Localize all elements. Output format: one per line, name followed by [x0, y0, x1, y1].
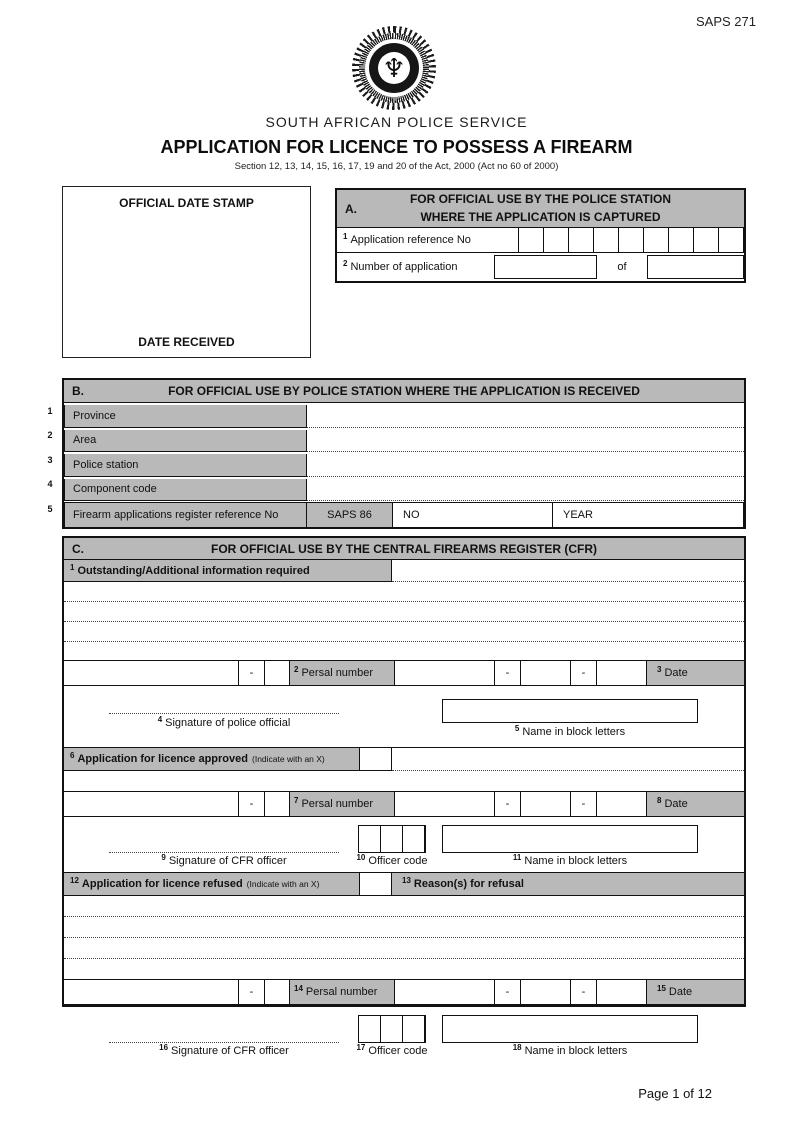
- application-reference-row: [337, 228, 744, 253]
- area-label: Area: [64, 430, 307, 453]
- section-a: [335, 188, 746, 283]
- write-line[interactable]: [64, 602, 744, 622]
- page-subtitle: Section 12, 13, 14, 15, 16, 17, 19 and 20 of the Act, 2000 (Act no 60 of 2000): [234, 161, 559, 172]
- refusal-reason-label: $^{13}$ Reason(s) for refusal: [392, 873, 744, 896]
- component-code-row: [64, 477, 744, 502]
- persal-number-label: $^{14}$ Persal number: [290, 980, 395, 1004]
- register-year-input[interactable]: YEAR: [553, 502, 744, 527]
- persal-number-input: [64, 980, 239, 1004]
- cfr-signature-label: $^{16}$ Signature of CFR officer: [159, 1043, 289, 1057]
- name-block-label: $^{18}$ Name in block letters: [512, 1043, 628, 1057]
- input-cell[interactable]: [359, 1016, 381, 1042]
- licence-refused-row: [64, 872, 744, 896]
- component-code-label: Component code: [64, 479, 307, 502]
- dash-cell: -: [495, 792, 521, 816]
- register-no-input[interactable]: NO: [393, 502, 553, 527]
- section-b: [62, 378, 746, 529]
- input-cell[interactable]: [619, 228, 644, 252]
- input-cell[interactable]: [494, 228, 519, 252]
- date-label: $^{15}$ Date: [647, 980, 744, 1004]
- write-line[interactable]: [64, 938, 744, 959]
- number-of-application-label: $^2$ Number of application: [343, 259, 458, 273]
- date-day-input: [597, 980, 647, 1004]
- application-reference-input: [494, 228, 744, 252]
- province-input[interactable]: [307, 403, 744, 428]
- input-cell[interactable]: [519, 228, 544, 252]
- input-cell[interactable]: [569, 228, 594, 252]
- margin-number: 4: [47, 479, 53, 489]
- application-total-input[interactable]: [647, 255, 744, 279]
- application-number-input[interactable]: [494, 255, 597, 279]
- police-signature-area: [64, 686, 744, 747]
- form-code: SAPS 271: [696, 14, 756, 29]
- margin-number: 3: [47, 455, 53, 465]
- section-c-header: [64, 538, 744, 560]
- saps86-label: SAPS 86: [307, 502, 393, 527]
- persal-number-label: $^2$ Persal number: [290, 661, 395, 685]
- police-signature-label: $^4$ Signature of police official: [157, 715, 291, 729]
- date-label: $^3$ Date: [647, 661, 744, 685]
- officer-code-label: $^{17}$ Officer code: [356, 1043, 428, 1057]
- register-reference-label: Firearm applications register reference No: [64, 502, 307, 527]
- number-of-application-row: [337, 253, 744, 281]
- date-label: $^8$ Date: [647, 792, 744, 816]
- input-cell[interactable]: [381, 1016, 403, 1042]
- of-label: of: [617, 261, 627, 273]
- section-a-letter: A.: [345, 201, 357, 216]
- write-line[interactable]: [64, 582, 744, 602]
- area-row: [64, 428, 744, 453]
- dash-cell: -: [495, 980, 521, 1004]
- dash-cell: -: [571, 980, 597, 1004]
- officer-code-label: $^{10}$ Officer code: [356, 853, 428, 867]
- persal-number-label: $^7$ Persal number: [290, 792, 395, 816]
- police-station-row: [64, 452, 744, 477]
- outstanding-info-input[interactable]: [392, 560, 744, 582]
- section-c: [62, 536, 746, 1057]
- input-cell[interactable]: [719, 228, 744, 252]
- name-block-input[interactable]: [442, 1015, 698, 1043]
- licence-refused-label: $^{12}$ Application for licence refused (Indicate with an X): [64, 873, 360, 896]
- dash-cell: -: [495, 661, 521, 685]
- outstanding-info-label: $^1$ Outstanding/Additional information required: [64, 560, 392, 582]
- input-cell[interactable]: [644, 228, 669, 252]
- date-stamp-label: OFFICIAL DATE STAMP: [119, 196, 254, 210]
- component-code-input[interactable]: [307, 477, 744, 502]
- persal-number-input: [265, 792, 290, 816]
- input-cell[interactable]: [544, 228, 569, 252]
- date-day-input: [597, 792, 647, 816]
- margin-number: 1: [47, 406, 53, 416]
- official-date-stamp-box[interactable]: [62, 186, 311, 358]
- name-block-input[interactable]: [442, 699, 698, 723]
- persal-number-input: [265, 980, 290, 1004]
- persal-date-row: [64, 791, 744, 817]
- date-year-input: [395, 661, 495, 685]
- section-b-title: FOR OFFICIAL USE BY POLICE STATION WHERE THE APPLICATION IS RECEIVED: [168, 384, 640, 398]
- officer-code-input: [358, 1015, 426, 1043]
- margin-number: 2: [47, 430, 53, 440]
- input-cell[interactable]: [381, 826, 403, 852]
- dash-cell: -: [239, 792, 265, 816]
- input-cell[interactable]: [669, 228, 694, 252]
- saps-badge-icon: [352, 26, 436, 110]
- persal-date-row: [64, 979, 744, 1005]
- dash-cell: -: [571, 792, 597, 816]
- margin-number: 5: [47, 504, 53, 514]
- police-station-label: Police station: [64, 454, 307, 477]
- dash-cell: -: [571, 661, 597, 685]
- dash-cell: -: [239, 661, 265, 685]
- register-reference-row: [64, 501, 744, 527]
- name-block-label: $^{11}$ Name in block letters: [512, 853, 628, 867]
- section-a-title: FOR OFFICIAL USE BY THE POLICE STATION WHERE THE APPLICATION IS CAPTURED: [409, 192, 672, 224]
- officer-code-input: [358, 825, 426, 853]
- licence-approved-label: $^6$ Application for licence approved (Indicate with an X): [64, 748, 360, 771]
- section-b-header: [64, 380, 744, 403]
- section-b-letter: B.: [72, 384, 84, 398]
- date-year-input: [395, 980, 495, 1004]
- section-c-title: FOR OFFICIAL USE BY THE CENTRAL FIREARMS REGISTER (CFR): [210, 541, 597, 556]
- refused-x-checkbox[interactable]: [360, 873, 392, 896]
- date-year-input: [395, 792, 495, 816]
- persal-number-input: [64, 661, 239, 685]
- province-label: Province: [64, 405, 307, 428]
- date-month-input: [521, 792, 571, 816]
- area-input[interactable]: [307, 428, 744, 453]
- approved-remark-line[interactable]: [392, 748, 744, 771]
- persal-number-input: [64, 792, 239, 816]
- date-received-label: DATE RECEIVED: [138, 335, 235, 349]
- write-line[interactable]: [64, 622, 744, 642]
- application-reference-label: $^1$ Application reference No: [343, 232, 471, 246]
- date-month-input: [521, 661, 571, 685]
- date-month-input: [521, 980, 571, 1004]
- page-title: APPLICATION FOR LICENCE TO POSSESS A FIREARM: [160, 137, 633, 157]
- persal-number-input: [265, 661, 290, 685]
- input-cell[interactable]: [594, 228, 619, 252]
- cfr-signature-label: $^9$ Signature of CFR officer: [161, 853, 287, 867]
- page-number: Page 1 of 12: [638, 1086, 712, 1101]
- date-day-input: [597, 661, 647, 685]
- persal-date-row: [64, 660, 744, 686]
- input-cell[interactable]: [694, 228, 719, 252]
- licence-approved-row: [64, 747, 744, 771]
- cfr-signature-area: [64, 817, 744, 872]
- police-station-input[interactable]: [307, 452, 744, 477]
- province-row: [64, 403, 744, 428]
- approved-x-checkbox[interactable]: [360, 748, 392, 771]
- signature-line[interactable]: [109, 852, 339, 853]
- input-cell[interactable]: [403, 826, 425, 852]
- write-line[interactable]: [64, 896, 744, 917]
- dash-cell: -: [239, 980, 265, 1004]
- outstanding-info-row: [64, 560, 744, 582]
- signature-line[interactable]: [109, 1042, 339, 1043]
- name-block-label: $^5$ Name in block letters: [514, 724, 626, 738]
- input-cell[interactable]: [359, 826, 381, 852]
- signature-line[interactable]: [109, 713, 339, 714]
- badge-emblem-icon: ♆: [382, 54, 406, 84]
- write-line[interactable]: [64, 917, 744, 938]
- input-cell[interactable]: [403, 1016, 425, 1042]
- name-block-input[interactable]: [442, 825, 698, 853]
- section-a-header: [337, 190, 744, 228]
- service-name: SOUTH AFRICAN POLICE SERVICE: [265, 114, 528, 130]
- section-c-letter: C.: [72, 541, 84, 556]
